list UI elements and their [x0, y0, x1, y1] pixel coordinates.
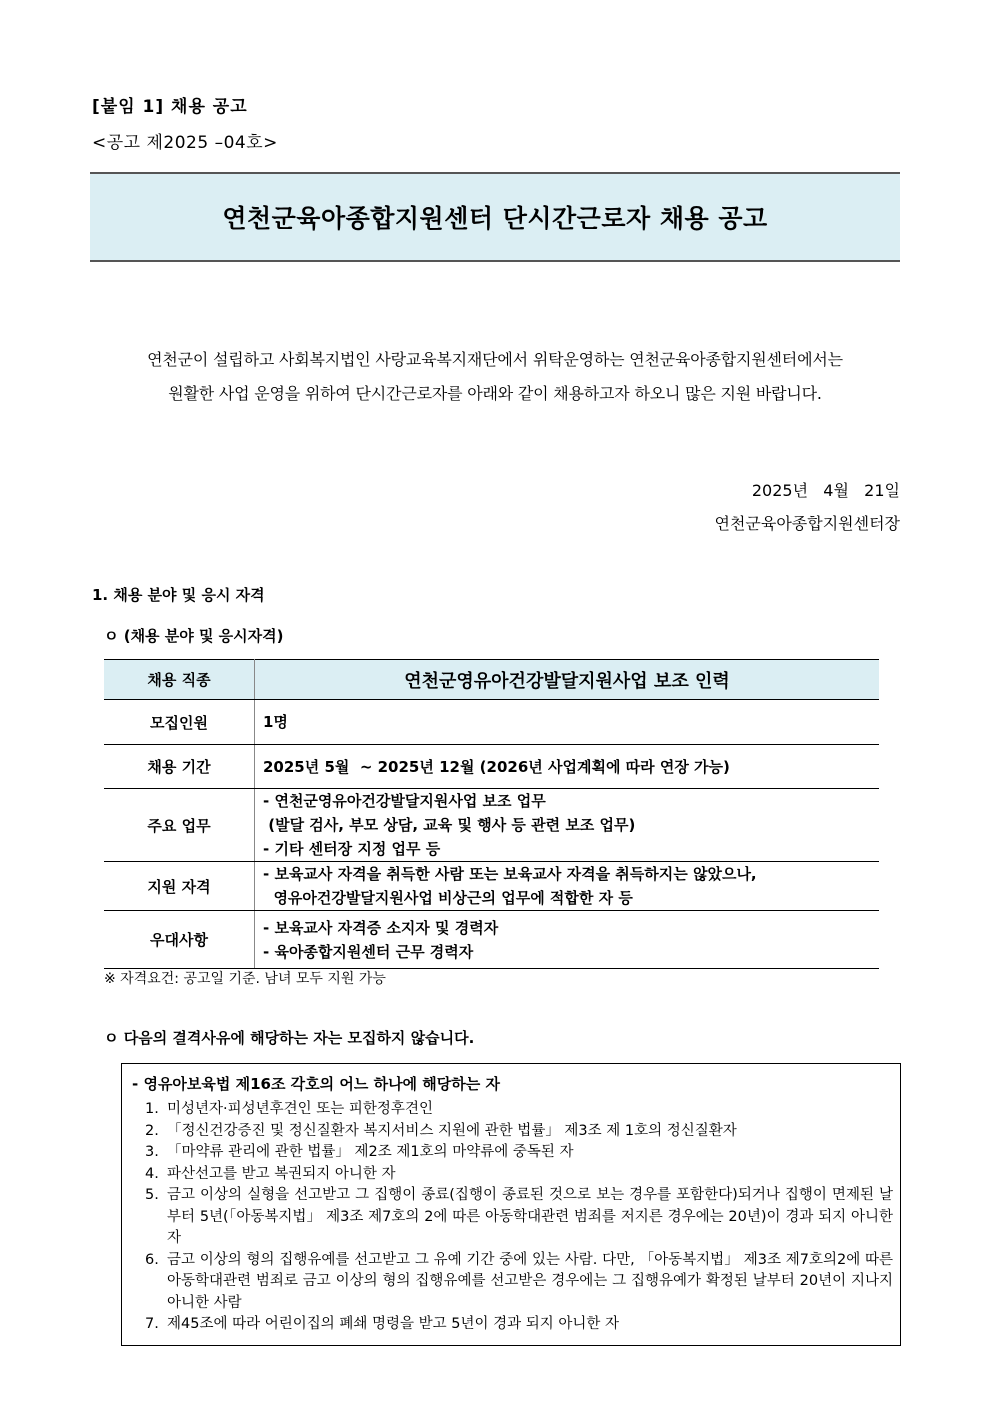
row-value: 2025년 5월 ~ 2025년 12월 (2026년 사업계획에 따라 연장 가능)	[255, 745, 880, 789]
list-item: 6. 금고 이상의 형의 집행유예를 선고받고 그 유예 기간 중에 있는 사람. 다만, 「아동복지법」 제3조 제7호의2에 따른 아동학대관련 범죄로 금고 이상의 형의 집행유예를 선고받은 경우에는 그 집행유예가 확정된 날부터 20년이 지나지 아니한 사람	[145, 1251, 893, 1311]
row-key: 모집인원	[104, 700, 255, 745]
list-item: 3. 「마약류 관리에 관한 법률」 제2조 제1호의 마약류에 중독된 자	[145, 1144, 574, 1160]
notice-date: 2025년 4월 21일	[751, 481, 900, 500]
table-row	[104, 700, 879, 745]
intro-line-1: 연천군이 설립하고 사회복지법인 사랑교육복지재단에서 위탁운영하는 연천군육아종합지원센터에서는	[147, 350, 843, 369]
table-row	[104, 911, 879, 969]
notice-number: <공고 제2025 –04호>	[92, 133, 278, 153]
sub-heading: ㅇ (채용 분야 및 응시자격)	[104, 627, 284, 645]
list-item: 2. 「정신건강증진 및 정신질환자 복지서비스 지원에 관한 법률」 제3조 제 1호의 정신질환자	[145, 1122, 737, 1139]
recruitment-table	[104, 659, 879, 969]
disqualification-box	[121, 1063, 901, 1346]
row-value: 1명	[255, 700, 880, 745]
disqualification-heading: ㅇ 다음의 결격사유에 해당하는 자는 모집하지 않습니다.	[104, 1029, 475, 1047]
row-value: - 연천군영유아건강발달지원사업 보조 업무 (발달 검사, 부모 상담, 교육 및 행사 등 관련 보조 업무) - 기타 센터장 지정 업무 등	[255, 789, 880, 862]
section-heading: 1. 채용 분야 및 응시 자격	[92, 586, 265, 604]
table-row	[104, 745, 879, 789]
row-key: 지원 자격	[104, 862, 255, 911]
list-item: 5. 금고 이상의 실형을 선고받고 그 집행이 종료(집행이 종료된 것으로 보는 경우를 포함한다)되거나 집행이 면제된 날부터 5년(「아동복지법」 제3조 제7호의 2에 따른 아동학대관련 범죄를 저지른 경우에는 20년)이 경과 되지 아니한 자	[145, 1187, 893, 1246]
row-key: 채용 기간	[104, 745, 255, 789]
table-header-row	[104, 660, 879, 700]
table-row	[104, 789, 879, 862]
disqualification-list	[145, 1099, 893, 1336]
row-key: 우대사항	[104, 911, 255, 969]
table-row	[104, 862, 879, 911]
row-value: - 보육교사 자격증 소지자 및 경력자 - 육아종합지원센터 근무 경력자	[255, 911, 880, 969]
table-header-key: 채용 직종	[104, 660, 255, 700]
list-item: 1. 미성년자·피성년후견인 또는 피한정후견인	[145, 1101, 433, 1117]
page-title: 연천군육아종합지원센터 단시간근로자 채용 공고	[222, 204, 768, 233]
title-banner	[90, 172, 900, 262]
list-item: 4. 파산선고를 받고 복권되지 아니한 자	[145, 1165, 396, 1182]
qualification-note: ※ 자격요건: 공고일 기준. 남녀 모두 지원 가능	[104, 971, 386, 987]
row-key: 주요 업무	[104, 789, 255, 862]
list-item: 7. 제45조에 따라 어린이집의 폐쇄 명령을 받고 5년이 경과 되지 아니한 자	[145, 1316, 619, 1332]
attachment-label: [붙임 1] 채용 공고	[92, 97, 248, 117]
issuer-signature: 연천군육아종합지원센터장	[714, 514, 900, 533]
row-value: - 보육교사 자격을 취득한 사람 또는 보육교사 자격을 취득하지는 않았으나, 영유아건강발달지원사업 비상근의 업무에 적합한 자 등	[255, 862, 880, 911]
box-title: - 영유아보육법 제16조 각호의 어느 하나에 해당하는 자	[132, 1075, 500, 1093]
table-header-value: 연천군영유아건강발달지원사업 보조 인력	[255, 660, 880, 700]
intro-line-2: 원활한 사업 운영을 위하여 단시간근로자를 아래와 같이 채용하고자 하오니 많은 지원 바랍니다.	[168, 384, 822, 403]
